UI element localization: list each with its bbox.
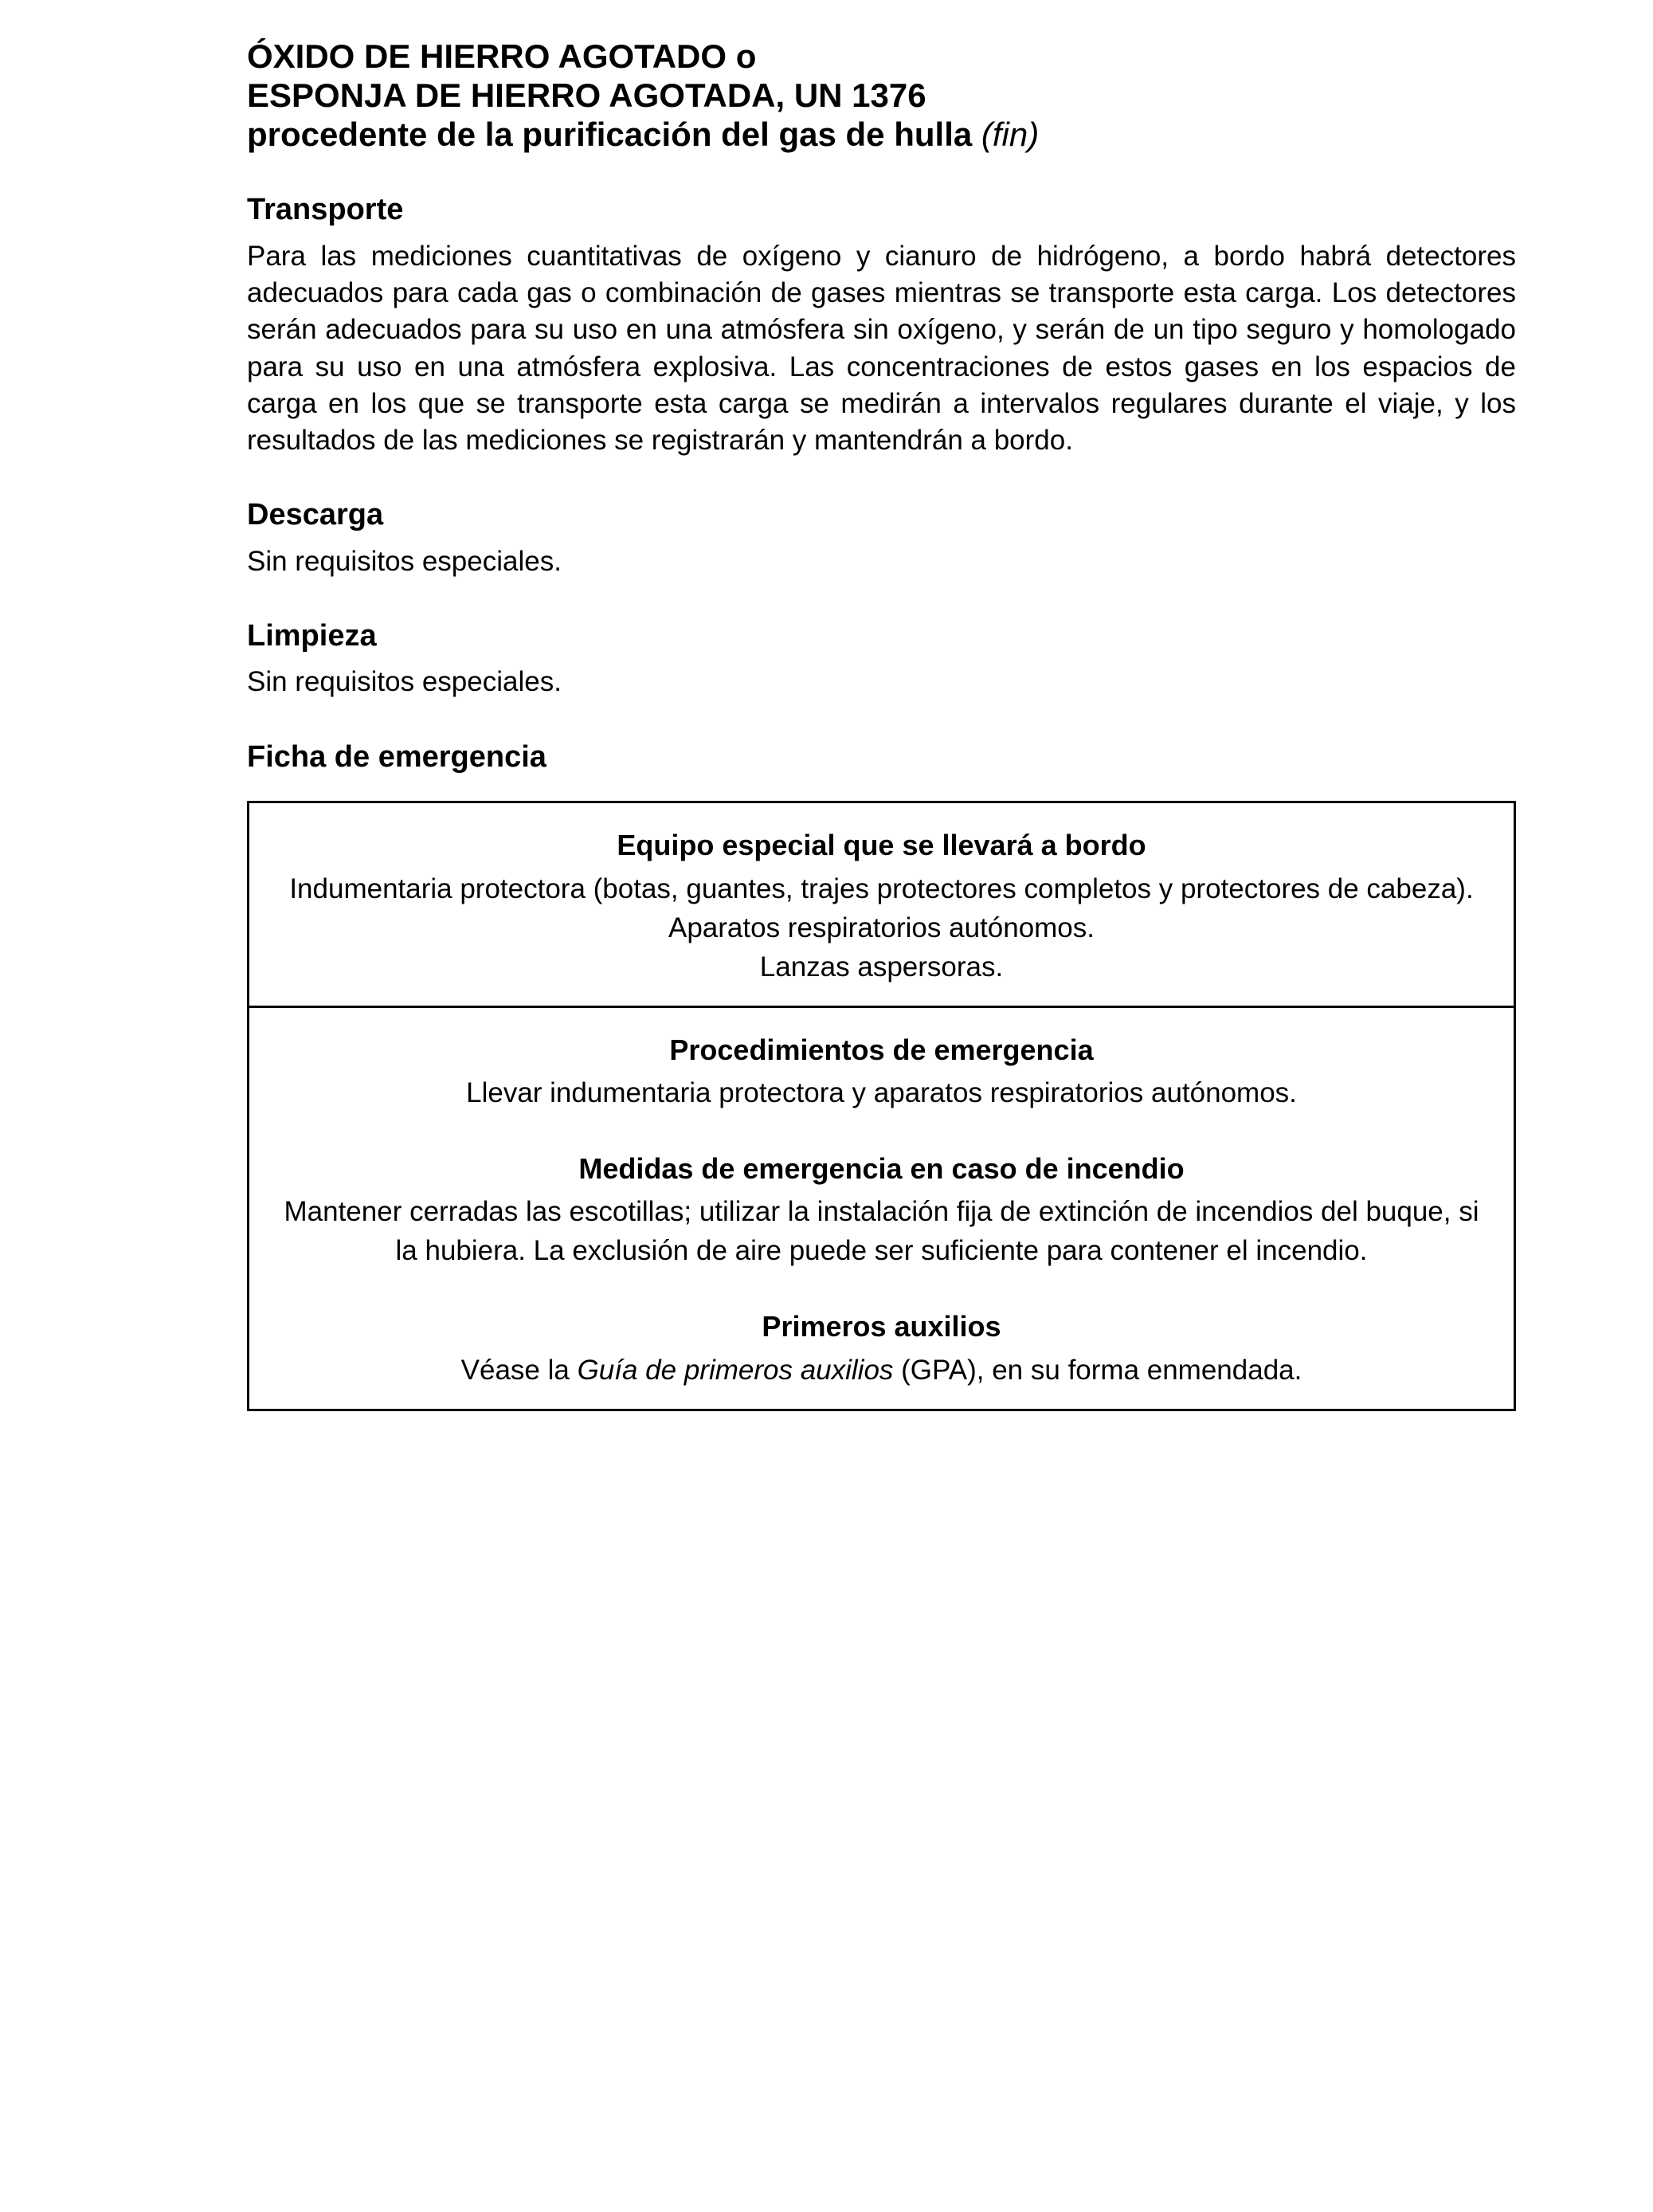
transporte-heading: Transporte: [247, 193, 404, 227]
equipo-line-2: Aparatos respiratorios autónomos.: [668, 912, 1095, 943]
section-limpieza: [247, 618, 1516, 701]
primeros-auxilios-guide-title: Guía de primeros auxilios: [577, 1354, 894, 1386]
procedimientos-body: Llevar indumentaria protectora y aparatos respiratorios autónomos.: [466, 1077, 1297, 1109]
descarga-heading: Descarga: [247, 498, 384, 532]
card-sub-incendio: [273, 1149, 1490, 1270]
card-cell-equipo: [249, 803, 1514, 1005]
title-fin-marker: (fin): [981, 116, 1040, 154]
equipo-title: Equipo especial que se llevará a bordo: [617, 829, 1146, 862]
equipo-line-3: Lanzas aspersoras.: [759, 951, 1004, 982]
ficha-heading: Ficha de emergencia: [247, 739, 546, 774]
limpieza-body: Sin requisitos especiales.: [247, 666, 562, 698]
title-line-2: ESPONJA DE HIERRO AGOTADA, UN 1376: [247, 76, 926, 115]
title-line-1: ÓXIDO DE HIERRO AGOTADO o: [247, 37, 757, 75]
transporte-body: Para las mediciones cuantitativas de oxígeno y cianuro de hidrógeno, a bordo habrá detectores adecuados para cada gas o combinación de gases mientras se transporte esta carga. Los detectores serán adecuados para su uso en una atmósfera sin oxígeno, y serán de un tipo seguro y homologado para su uso en una atmósfera explosiva. Las concentraciones de estos gases en los espacios de carga en los que se transporte esta carga se medirán a intervalos regulares durante el viaje, y los resultados de las mediciones se registrarán y mantendrán a bordo.: [247, 240, 1516, 456]
section-ficha-emergencia: [247, 739, 1516, 1411]
procedimientos-title: Procedimientos de emergencia: [669, 1033, 1094, 1066]
document-title: [247, 37, 1516, 154]
section-descarga: [247, 497, 1516, 580]
card-sub-procedimientos: [273, 1030, 1490, 1112]
limpieza-heading: Limpieza: [247, 618, 377, 653]
section-transporte: [247, 192, 1516, 459]
title-line-3-text: procedente de la purificación del gas de hulla: [247, 116, 973, 154]
incendio-title: Medidas de emergencia en caso de incendio: [578, 1152, 1185, 1186]
title-line-3: [247, 115, 1516, 154]
primeros-auxilios-title: Primeros auxilios: [762, 1310, 1001, 1343]
card-sub-primeros-auxilios: [273, 1307, 1490, 1389]
primeros-auxilios-prefix: Véase la: [460, 1354, 578, 1386]
incendio-body: Mantener cerradas las escotillas; utilizar la instalación fija de extinción de incendios del buque, si la hubiera. La exclusión de aire puede ser suficiente para contener el incendio.: [284, 1196, 1479, 1267]
primeros-auxilios-body: [273, 1351, 1490, 1390]
equipo-line-1: Indumentaria protectora (botas, guantes, trajes protectores completos y protectores de cabeza).: [289, 873, 1474, 904]
primeros-auxilios-suffix: (GPA), en su forma enmendada.: [893, 1354, 1302, 1386]
descarga-body: Sin requisitos especiales.: [247, 545, 562, 577]
card-cell-procedures: [249, 1006, 1514, 1409]
emergency-card: [247, 801, 1516, 1411]
